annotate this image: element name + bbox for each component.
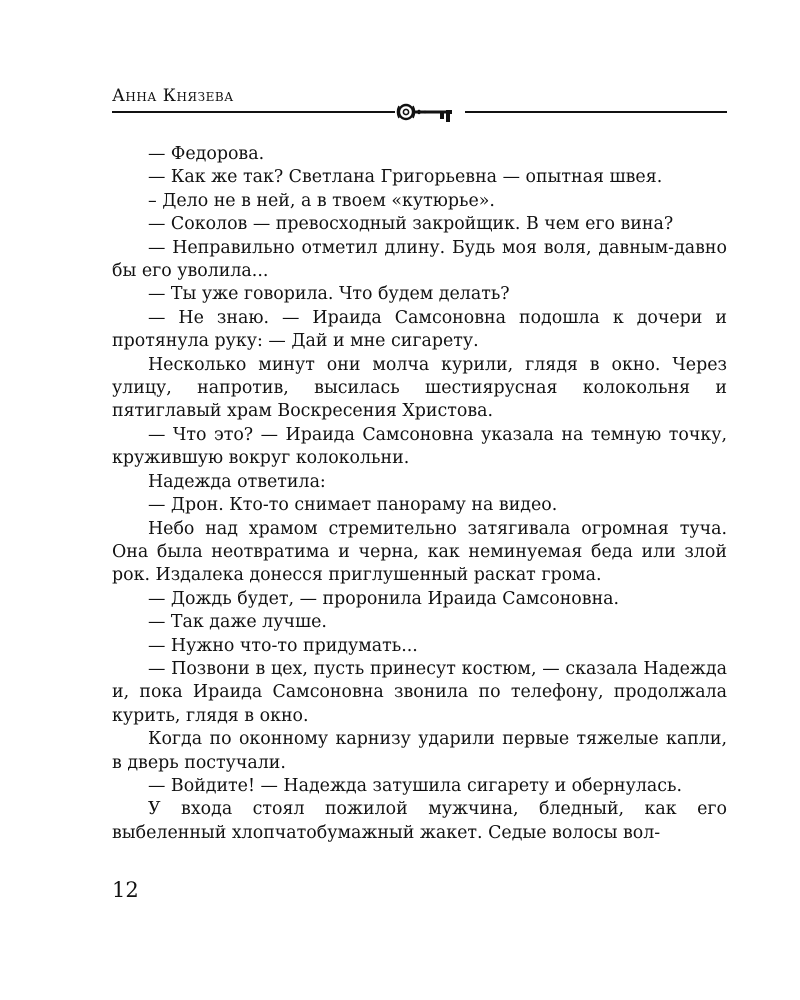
paragraph: — Не знаю. — Ираида Самсоновна подошла к дочери и протянула руку: — Дай и мне сигарету.: [112, 307, 727, 352]
paragraph: Небо над храмом стремительно затягивала огромная туча. Она была неотвратима и черна, как неминуемая беда или злой рок. Издалека донесся приглушенный раскат грома.: [112, 518, 727, 586]
paragraph: — Войдите! — Надежда затушила сигарету и обернулась.: [148, 775, 683, 796]
paragraph: — Ты уже говорила. Что будем делать?: [148, 284, 510, 305]
paragraph: — Неправильно отметил длину. Будь моя воля, давным-давно бы его уволила...: [112, 237, 727, 282]
paragraph: — Соколов — превосходный закройщик. В чем его вина?: [148, 214, 674, 235]
paragraph: – Дело не в ней, а в твоем «кутюрье».: [148, 190, 495, 211]
paragraph: Когда по оконному карнизу ударили первые тяжелые капли, в дверь постучали.: [112, 729, 727, 773]
paragraph: У входа стоял пожилой мужчина, бледный, как его выбеленный хлопчатобумажный жакет. Седые волосы вол-: [112, 799, 727, 843]
paragraph: — Так даже лучше.: [148, 612, 327, 633]
paragraph: — Дрон. Кто-то снимает панораму на видео.: [148, 495, 558, 516]
page-number: 12: [112, 878, 139, 902]
paragraph: — Дождь будет, — проронила Ираида Самсоновна.: [148, 588, 620, 609]
paragraph: — Нужно что-то придумать...: [148, 635, 418, 656]
running-header: [112, 80, 727, 130]
paragraph: — Федорова.: [148, 144, 265, 164]
paragraph: — Позвони в цех, пусть принесут костюм, — сказала Надежда и, пока Ираида Самсоновна звонила по телефону, продолжала курить, глядя в окно.: [112, 658, 727, 726]
paragraph: Надежда ответила:: [148, 471, 326, 492]
paragraph: — Что это? — Ираида Самсоновна указала на темную точку, кружившую вокруг колокольни.: [112, 424, 727, 469]
key-icon: [395, 100, 465, 124]
paragraph: — Как же так? Светлана Григорьевна — опытная швея.: [148, 167, 663, 188]
author-name: Анна Князева: [112, 86, 234, 106]
paragraph: Несколько минут они молча курили, глядя в окно. Через улицу, напротив, высилась шестиярусная колокольня и пятиглавый храм Воскресения Христова.: [112, 354, 727, 422]
body-text: [112, 143, 727, 845]
